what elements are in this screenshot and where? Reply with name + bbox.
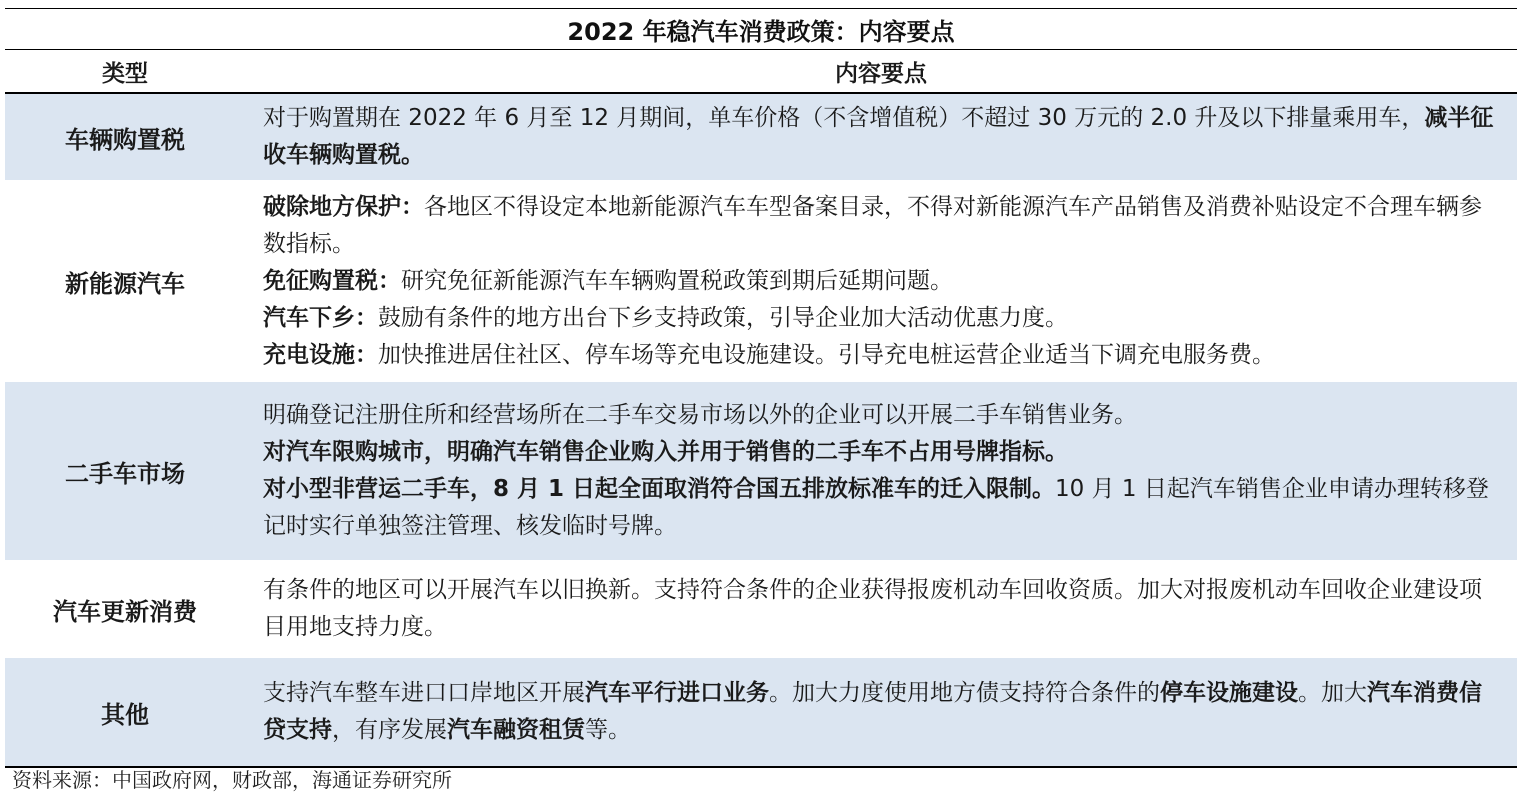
item-label: 汽车下乡： [263, 304, 378, 331]
item-label: 破除地方保护： [263, 193, 424, 220]
content-text: 。加大 [1298, 680, 1367, 706]
item-label: 充电设施： [263, 341, 378, 368]
content-bold-text: 对小型非营运二手车，8 月 1 日起全面取消符合国五排放标准车的迁入限制。 [263, 476, 1056, 502]
row-content-other [245, 658, 1517, 766]
content-bold-text: 汽车消费信贷支持 [263, 680, 1482, 743]
content-bold-text: 减半征收车辆购置税。 [263, 105, 1494, 168]
table-row [5, 94, 1517, 180]
content-text: 有条件的地区可以开展汽车以旧换新。支持符合条件的企业获得报废机动车回收资质。加大对报废机动车回收企业建设项目用地支持力度。 [263, 577, 1482, 640]
item-text: 研究免征新能源汽车车辆购置税政策到期后延期问题。 [401, 267, 953, 294]
row-content-new-energy [245, 180, 1517, 382]
content-text: 明确登记注册住所和经营场所在二手车交易市场以外的企业可以开展二手车销售业务。 [263, 402, 1137, 428]
table-row [5, 560, 1517, 658]
row-content-purchase-tax [245, 94, 1517, 180]
table-row [5, 658, 1517, 768]
content-text: 等。 [585, 717, 631, 743]
table-row [5, 382, 1517, 560]
item-text: 鼓励有条件的地方出台下乡支持政策，引导企业加大活动优惠力度。 [378, 304, 1068, 331]
row-content-renewal [245, 560, 1517, 658]
row-type-renewal: 汽车更新消费 [53, 597, 197, 626]
content-text: 。加大力度使用地方债支持符合条件的 [769, 680, 1160, 706]
item-text: 各地区不得设定本地新能源汽车车型备案目录，不得对新能源汽车产品销售及消费补贴设定不合理车辆参数指标。 [263, 193, 1482, 257]
header-content: 内容要点 [835, 60, 927, 87]
row-type-purchase-tax: 车辆购置税 [65, 125, 185, 154]
content-bold-text: 对汽车限购城市，明确汽车销售企业购入并用于销售的二手车不占用号牌指标。 [263, 439, 1068, 465]
content-bold-text: 汽车融资租赁 [447, 717, 585, 743]
item-text: 加快推进居住社区、停车场等充电设施建设。引导充电桩运营企业适当下调充电服务费。 [378, 341, 1275, 368]
content-bold-text: 汽车平行进口业务 [585, 680, 769, 706]
content-text: 支持汽车整车进口口岸地区开展 [263, 680, 585, 706]
row-type-new-energy: 新能源汽车 [65, 269, 185, 298]
table-title: 2022 年稳汽车消费政策：内容要点 [5, 8, 1517, 50]
row-content-used-car [245, 382, 1517, 560]
content-bold-text: 停车设施建设 [1160, 680, 1298, 706]
row-type-used-car: 二手车市场 [65, 459, 185, 488]
table-header [5, 50, 1517, 94]
source-note: 资料来源：中国政府网，财政部，海通证券研究所 [12, 768, 452, 792]
policy-table [5, 8, 1517, 768]
content-text: 10 月 1 日起汽车销售企业申请办理转移登记时实行单独签注管理、核发临时号牌。 [263, 476, 1489, 539]
content-text: ，有序发展 [332, 717, 447, 743]
content-text: 对于购置期在 2022 年 6 月至 12 月期间，单车价格（不含增值税）不超过 30 万元的 2.0 升及以下排量乘用车， [263, 105, 1425, 131]
header-type: 类型 [102, 60, 148, 87]
row-type-other: 其他 [101, 700, 149, 729]
table-row [5, 180, 1517, 382]
item-label: 免征购置税： [263, 267, 401, 294]
